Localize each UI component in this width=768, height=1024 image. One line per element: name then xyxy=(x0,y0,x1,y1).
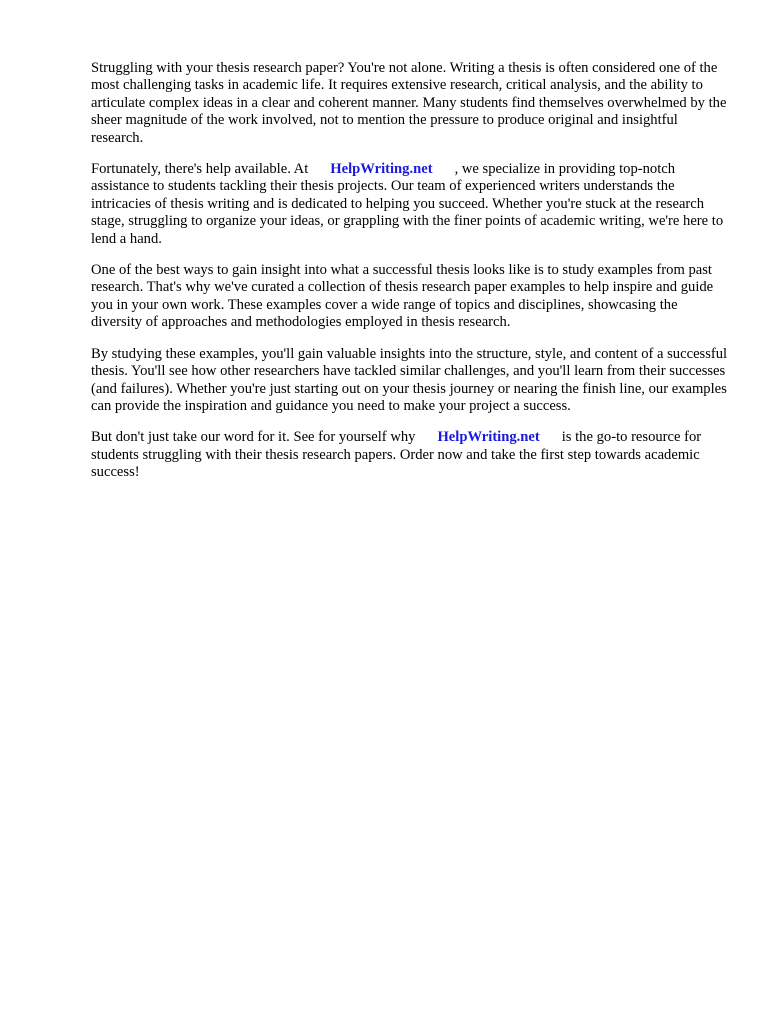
paragraph-text: , we specialize in providing top-notch assistance to students tackling their thesis projects. Our team of experienced writers understands the intricacies of thesis writing and is dedicated to helping you succeed. Whether you're stuck at the research stage, struggling to organize your ideas, or grappling with the finer points of academic writing, we're here to lend a hand. xyxy=(91,161,724,247)
paragraph-intro: Struggling with your thesis research paper? You're not alone. Writing a thesis is often considered one of the most challenging tasks in academic life. It requires extensive research, critical analysis, and the ability to articulate complex ideas in a clear and coherent manner. Many students find themselves overwhelmed by the sheer magnitude of the work involved, not to mention the pressure to produce original and insightful research. xyxy=(91,60,727,146)
document-body xyxy=(91,60,731,496)
paragraph-text: is the go-to resource for students struggling with their thesis research papers. Order now and take the first step towards academic success! xyxy=(91,429,702,481)
paragraph-examples: One of the best ways to gain insight into what a successful thesis looks like is to study examples from past research. That's why we've curated a collection of thesis research paper examples to help inspire and guide you in your own work. These examples cover a wide range of topics and disciplines, showcasing the diversity of approaches and methodologies employed in thesis research. xyxy=(91,262,714,331)
paragraph-help-available xyxy=(91,161,731,248)
paragraph-text: Fortunately, there's help available. At xyxy=(91,161,309,178)
helpwriting-link[interactable]: HelpWriting.net xyxy=(330,161,433,178)
paragraph-text: But don't just take our word for it. See for yourself why xyxy=(91,429,416,446)
paragraph-call-to-action xyxy=(91,429,731,481)
paragraph-insights: By studying these examples, you'll gain valuable insights into the structure, style, and content of a successful thesis. You'll see how other researchers have tackled similar challenges, and you'll learn from their successes (and failures). Whether you're just starting out on your thesis journey or nearing the finish line, our examples can provide the inspiration and guidance you need to make your project a success. xyxy=(91,345,728,414)
helpwriting-link[interactable]: HelpWriting.net xyxy=(437,429,540,446)
